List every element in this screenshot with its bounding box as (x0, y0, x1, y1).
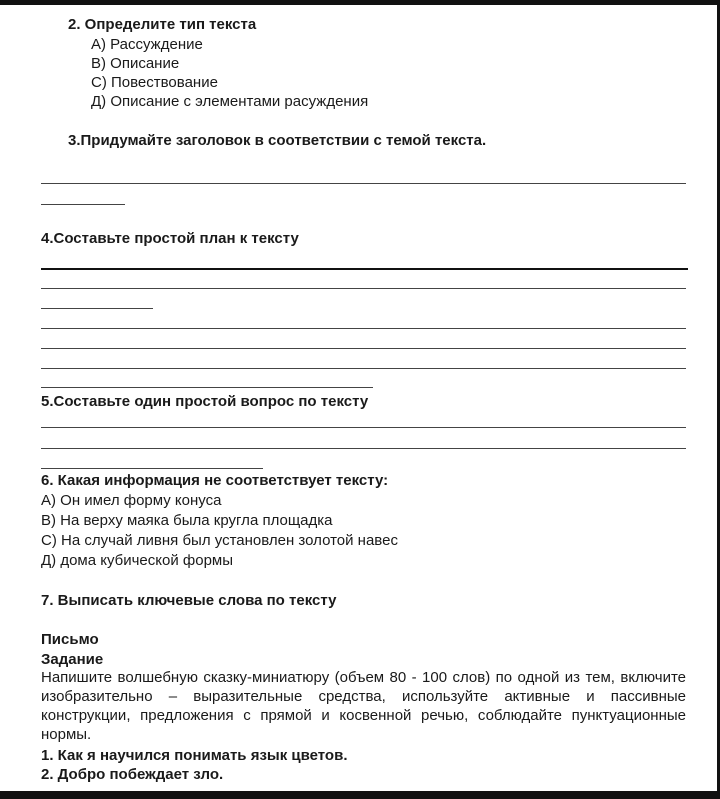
bottom-border (0, 791, 720, 799)
question-2-option-c: С) Повествование (91, 74, 218, 91)
question-3-title: 3.Придумайте заголовок в соответствии с темой текста. (68, 132, 487, 149)
answer-line (41, 328, 686, 329)
answer-line (41, 468, 263, 469)
answer-line (41, 204, 125, 205)
topic-2: 2. Добро побеждает зло. (41, 766, 224, 783)
answer-line (41, 427, 686, 428)
answer-line (41, 288, 686, 289)
question-6-title: 6. Какая информация не соответствует тексту: (41, 472, 389, 489)
task-label: Задание (41, 651, 104, 668)
question-7-title: 7. Выписать ключевые слова по тексту (41, 592, 337, 609)
answer-line (41, 348, 686, 349)
question-6-option-a: А) Он имел форму конуса (41, 492, 222, 509)
top-border (0, 0, 720, 5)
question-6-option-c: С) На случай ливня был установлен золотой навес (41, 532, 398, 549)
question-6-option-b: В) На верху маяка была кругла площадка (41, 512, 333, 529)
answer-line (41, 448, 686, 449)
question-5-title: 5.Составьте один простой вопрос по тексту (41, 393, 369, 410)
answer-line (41, 368, 686, 369)
question-6-option-d: Д) дома кубической формы (41, 552, 234, 569)
question-2-option-a: А) Рассуждение (91, 36, 203, 53)
question-2-option-b: В) Описание (91, 55, 180, 72)
answer-line (41, 308, 153, 309)
task-description: Напишите волшебную сказку-миниатюру (объем 80 - 100 слов) по одной из тем, включите изобразительно – выразительные средства, используйте активные и пассивные конструкции, предложения с прямой и косвенной речью, соблюдайте пунктуационные нормы. (41, 669, 686, 743)
question-2-title: 2. Определите тип текста (68, 16, 257, 33)
letter-title: Письмо (41, 631, 99, 648)
answer-line (41, 387, 373, 388)
answer-line (41, 268, 688, 270)
question-4-title: 4.Составьте простой план к тексту (41, 230, 299, 247)
answer-line (41, 183, 686, 184)
topic-1: 1. Как я научился понимать язык цветов. (41, 747, 348, 764)
question-2-option-d: Д) Описание с элементами расуждения (91, 93, 369, 110)
